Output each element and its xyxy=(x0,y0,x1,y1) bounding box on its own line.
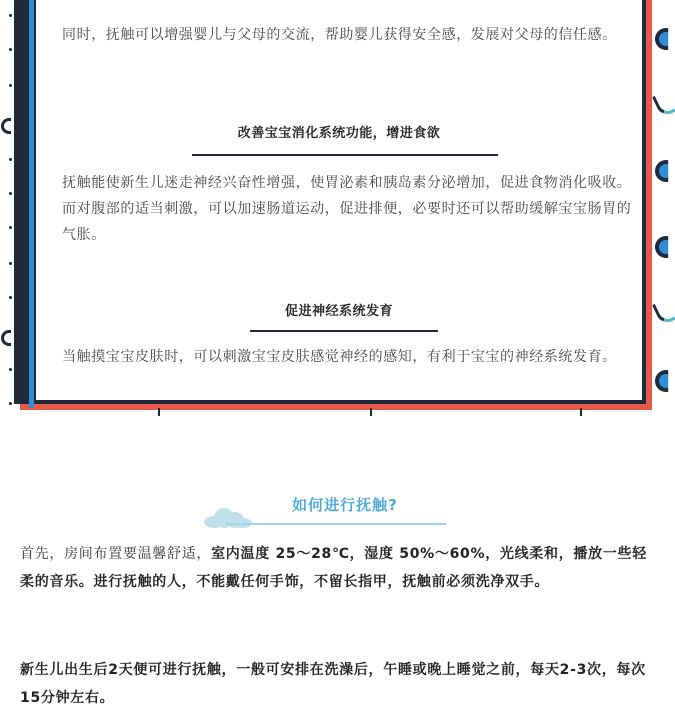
nerve-paragraph: 当触摸宝宝皮肤时，可以刺激宝宝皮肤感觉神经的感知，有利于宝宝的神经系统发育。 xyxy=(62,349,617,365)
section-title: 如何进行抚触? xyxy=(292,496,398,514)
wave-decoration xyxy=(652,297,675,326)
digestion-paragraph: 抚触能使新生儿迷走神经兴奋性增强，使胃泌素和胰岛素分泌增加，促进食物消化吸收。而对腹部的适当刺激，可以加速肠道运动，促进排便，必要时还可以帮助缓解宝宝肠胃的气胀。 xyxy=(62,175,632,243)
ring-decoration xyxy=(655,160,675,182)
digestion-heading: 改善宝宝消化系统功能，增进食欲 xyxy=(237,126,441,141)
timing-text-bold: 新生儿出生后2天便可进行抚触，一般可安排在洗澡后，午睡或晚上睡觉之前，每天2-3次，每次15分钟左右。 xyxy=(20,662,646,706)
wave-decoration xyxy=(652,89,675,118)
preparation-text-bold: 室内温度 25～28℃，湿度 50%～60%，光线柔和，播放一些轻柔的音乐。进行抚触的人，不能戴任何手饰，不留长指甲，抚触前必须洗净双手。 xyxy=(20,546,647,590)
preparation-text-plain: 首先，房间布置要温馨舒适， xyxy=(20,546,212,562)
card-body xyxy=(36,0,642,400)
nerve-heading-underline xyxy=(250,330,438,332)
preparation-paragraph xyxy=(20,540,652,596)
right-border-decoration xyxy=(652,0,675,410)
left-border-decoration xyxy=(3,0,17,410)
ring-decoration xyxy=(655,28,675,50)
nerve-heading: 促进神经系统发育 xyxy=(284,304,393,319)
digestion-heading-underline xyxy=(192,154,498,156)
intro-paragraph: 同时，抚触可以增强婴儿与父母的交流，帮助婴儿获得安全感，发展对父母的信任感。 xyxy=(62,27,617,43)
ring-decoration xyxy=(655,236,675,258)
section-title-underline xyxy=(226,523,446,525)
card-accent-bar xyxy=(29,0,34,408)
timing-paragraph xyxy=(20,656,652,712)
ring-decoration xyxy=(655,370,675,392)
